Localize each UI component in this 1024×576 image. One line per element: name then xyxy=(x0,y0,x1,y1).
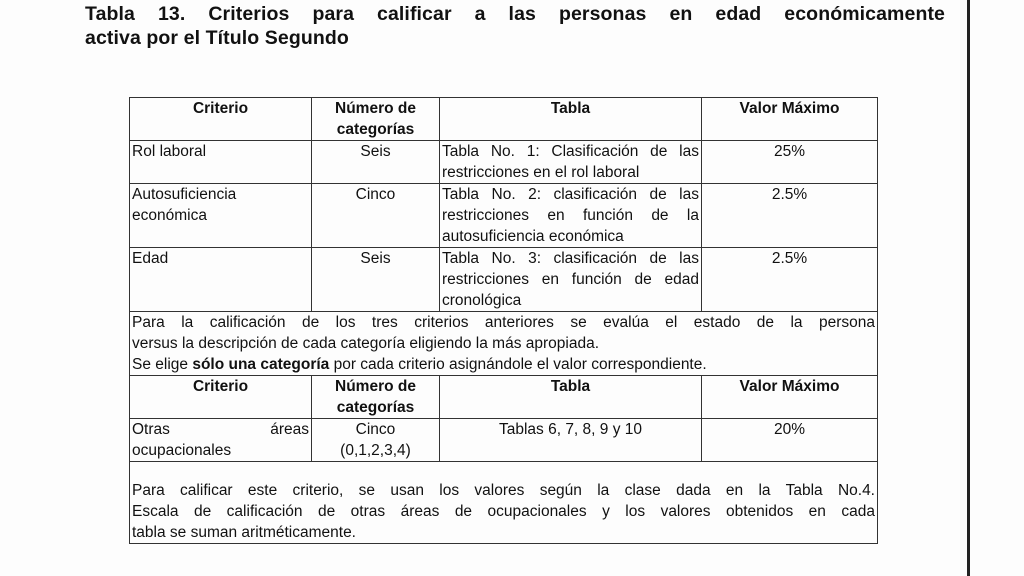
note-text: Se elige xyxy=(132,356,193,373)
header-numero: Número de categorías xyxy=(312,98,440,141)
header-row xyxy=(130,376,878,419)
table-row xyxy=(130,184,878,248)
header-valor: Valor Máximo xyxy=(702,98,878,141)
cell-valor: 2.5% xyxy=(702,248,878,312)
evaluation-note xyxy=(130,312,878,376)
table-row xyxy=(130,248,878,312)
cell-numero: Seis xyxy=(312,141,440,184)
note-line: tabla se suman aritméticamente. xyxy=(132,524,356,541)
header-criterio: Criterio xyxy=(130,98,312,141)
cell-valor: 20% xyxy=(702,419,878,462)
note-text: por cada criterio asignándole el valor correspondiente. xyxy=(329,356,707,373)
cell-criterio: Rol laboral xyxy=(130,141,312,184)
cell-tabla: Tabla No. 2: clasificación de las restricciones en función de la autosuficiencia económica xyxy=(440,184,702,248)
note-row xyxy=(130,312,878,376)
cell-numero xyxy=(312,419,440,462)
note-line: versus la descripción de cada categoría eligiendo la más apropiada. xyxy=(132,335,600,352)
table-row xyxy=(130,141,878,184)
cell-criterio: Edad xyxy=(130,248,312,312)
page-title xyxy=(85,2,945,50)
header-tabla: Tabla xyxy=(440,98,702,141)
cell-tabla: Tabla No. 1: Clasificación de las restricciones en el rol laboral xyxy=(440,141,702,184)
cell-valor: 2.5% xyxy=(702,184,878,248)
table-row xyxy=(130,419,878,462)
scoring-note xyxy=(130,462,878,544)
note-spacer xyxy=(132,462,875,480)
note-line: Para la calificación de los tres criterios anteriores se evalúa el estado de la persona xyxy=(132,314,875,331)
cell-tabla: Tablas 6, 7, 8, 9 y 10 xyxy=(440,419,702,462)
header-criterio: Criterio xyxy=(130,376,312,419)
title-line-2: activa por el Título Segundo xyxy=(85,27,349,49)
header-tabla: Tabla xyxy=(440,376,702,419)
header-row xyxy=(130,98,878,141)
cell-tabla: Tabla No. 3: clasificación de las restricciones en función de edad cronológica xyxy=(440,248,702,312)
criteria-table xyxy=(129,97,878,544)
cell-numero-range: (0,1,2,3,4) xyxy=(340,442,411,459)
header-numero: Número de categorías xyxy=(312,376,440,419)
note-emphasis: sólo una categoría xyxy=(192,356,330,373)
cell-numero: Seis xyxy=(312,248,440,312)
title-line-1: Tabla 13. Criterios para calificar a las personas en edad económicamente xyxy=(85,3,945,25)
cell-criterio: Autosuficiencia económica xyxy=(130,184,312,248)
note-line xyxy=(132,354,875,375)
cell-numero: Cinco xyxy=(312,184,440,248)
cell-criterio: Otras áreas ocupacionales xyxy=(130,419,312,462)
page-edge-rule xyxy=(967,0,970,576)
cell-numero-label: Cinco xyxy=(355,421,396,438)
note-line: Escala de calificación de otras áreas de ocupacionales y los valores obtenidos en cada xyxy=(132,503,875,520)
note-line: Para calificar este criterio, se usan los valores según la clase dada en la Tabla No.4. xyxy=(132,482,875,499)
header-valor: Valor Máximo xyxy=(702,376,878,419)
cell-valor: 25% xyxy=(702,141,878,184)
note-row xyxy=(130,462,878,544)
